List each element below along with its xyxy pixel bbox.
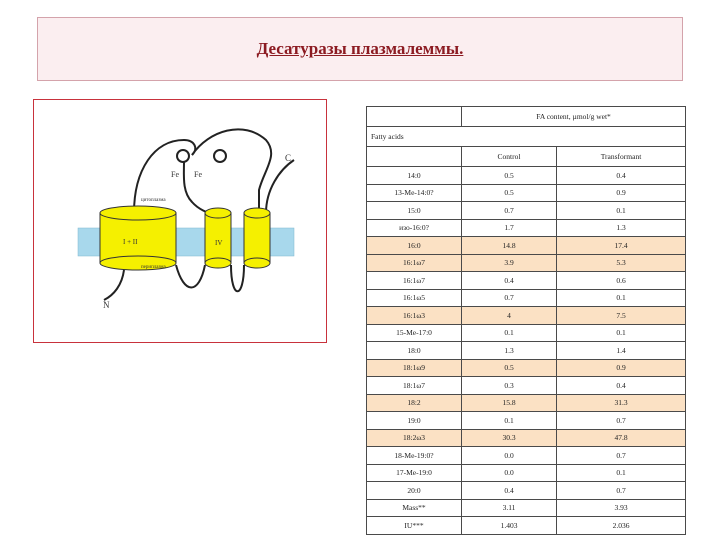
helix-right-b-top (244, 208, 270, 218)
table-row (367, 307, 686, 325)
c-terminus-label: C (285, 153, 292, 163)
cell-transformant: 7.5 (557, 307, 686, 325)
table-row (367, 219, 686, 237)
cell-fatty-acid: 20:0 (367, 482, 462, 500)
cell-transformant: 0.7 (557, 482, 686, 500)
cell-transformant: 0.4 (557, 167, 686, 185)
cell-control: 0.1 (462, 324, 557, 342)
cell-fatty-acid: 18:0 (367, 342, 462, 360)
header-control: Control (462, 147, 557, 167)
cell-fatty-acid: изо-16:0? (367, 219, 462, 237)
cell-fatty-acid: 16:1ω7 (367, 272, 462, 290)
slide-title: Десатуразы плазмалеммы. (256, 39, 464, 58)
cell-control: 4 (462, 307, 557, 325)
cell-fatty-acid: 16:1ω3 (367, 307, 462, 325)
cell-control: 0.0 (462, 447, 557, 465)
fe-label-right: Fe (194, 170, 202, 179)
cell-fatty-acid: 18-Me-19:0? (367, 447, 462, 465)
loop-bottom (231, 265, 244, 291)
table-row (367, 289, 686, 307)
cell-control: 0.7 (462, 289, 557, 307)
cell-fatty-acid: 18:1ω7 (367, 377, 462, 395)
table-row (367, 237, 686, 255)
top-note-label: цитоплазма (141, 198, 166, 203)
bottom-note-label: периплазма (141, 265, 166, 270)
cell-control: 1.3 (462, 342, 557, 360)
cell-control: 15.8 (462, 394, 557, 412)
helix-right-a-bottom (205, 258, 231, 268)
table-row (367, 499, 686, 517)
header-fatty-acids: Fatty acids (367, 127, 686, 147)
cell-control: 1.403 (462, 517, 557, 535)
cell-control: 0.5 (462, 167, 557, 185)
helix-right-b (244, 213, 270, 263)
cell-control: 3.9 (462, 254, 557, 272)
cell-fatty-acid: 15-Me-17:0 (367, 324, 462, 342)
cell-transformant: 1.3 (557, 219, 686, 237)
table-row (367, 429, 686, 447)
fatty-acid-table (366, 106, 686, 535)
cell-control: 0.7 (462, 202, 557, 220)
table-row (367, 202, 686, 220)
loop-top (192, 129, 271, 213)
helix-right-b-bottom (244, 258, 270, 268)
cell-transformant: 0.7 (557, 447, 686, 465)
cell-fatty-acid: 15:0 (367, 202, 462, 220)
cell-transformant: 5.3 (557, 254, 686, 272)
cell-fatty-acid: 16:1ω5 (367, 289, 462, 307)
helix-right-a-top (205, 208, 231, 218)
cell-transformant: 2.036 (557, 517, 686, 535)
header-transformant: Transformant (557, 147, 686, 167)
cell-transformant: 3.93 (557, 499, 686, 517)
table-row (367, 377, 686, 395)
cell-fatty-acid: 13-Me-14:0? (367, 184, 462, 202)
fe-site-right (214, 150, 226, 162)
helix-right-label: IV (215, 239, 223, 247)
n-terminus-tail (104, 270, 124, 300)
cell-control: 0.5 (462, 184, 557, 202)
helix-bundle-left-top (100, 206, 176, 220)
helix-right-a (205, 213, 231, 263)
cell-fatty-acid: 14:0 (367, 167, 462, 185)
fe-label-left: Fe (171, 170, 179, 179)
table-row (367, 359, 686, 377)
header-blank-cell (367, 147, 462, 167)
table-row (367, 324, 686, 342)
cell-fatty-acid: 16:1ω7 (367, 254, 462, 272)
cell-transformant: 0.9 (557, 359, 686, 377)
header-blank-cell (367, 107, 462, 127)
cell-fatty-acid: 16:0 (367, 237, 462, 255)
cell-transformant: 31.3 (557, 394, 686, 412)
cell-control: 0.1 (462, 412, 557, 430)
cell-fatty-acid: 18:1ω9 (367, 359, 462, 377)
cell-transformant: 0.6 (557, 272, 686, 290)
desaturase-diagram (33, 99, 327, 343)
table-row (367, 342, 686, 360)
cell-fatty-acid: 18:2 (367, 394, 462, 412)
cell-control: 14.8 (462, 237, 557, 255)
cell-transformant: 0.1 (557, 464, 686, 482)
cell-control: 0.4 (462, 272, 557, 290)
table-row (367, 412, 686, 430)
cell-transformant: 0.1 (557, 289, 686, 307)
membrane-topology-svg (34, 100, 328, 344)
cell-control: 30.3 (462, 429, 557, 447)
n-terminus-label: N (103, 300, 110, 310)
cell-transformant: 0.7 (557, 412, 686, 430)
cell-transformant: 1.4 (557, 342, 686, 360)
fe-site-left (177, 150, 189, 162)
cell-fatty-acid: 19:0 (367, 412, 462, 430)
table-header-row (367, 107, 686, 127)
cell-control: 0.4 (462, 482, 557, 500)
slide-title-box (37, 17, 683, 81)
cell-transformant: 17.4 (557, 237, 686, 255)
table-row (367, 272, 686, 290)
cell-control: 0.0 (462, 464, 557, 482)
cell-control: 0.3 (462, 377, 557, 395)
table-header-row (367, 147, 686, 167)
cell-control: 3.11 (462, 499, 557, 517)
table-row (367, 464, 686, 482)
table-header-row (367, 127, 686, 147)
cell-transformant: 0.9 (557, 184, 686, 202)
table-row (367, 254, 686, 272)
table-row (367, 184, 686, 202)
cell-transformant: 47.8 (557, 429, 686, 447)
table-row (367, 517, 686, 535)
cell-transformant: 0.1 (557, 324, 686, 342)
loop-c (266, 160, 294, 213)
cell-fatty-acid: 17-Me-19:0 (367, 464, 462, 482)
cell-fatty-acid: Mass** (367, 499, 462, 517)
loop-bottom-left (176, 265, 205, 288)
table-body (367, 167, 686, 535)
helix-left-label: I + II (123, 238, 138, 246)
table-row (367, 482, 686, 500)
cell-control: 0.5 (462, 359, 557, 377)
cell-transformant: 0.1 (557, 202, 686, 220)
table-row (367, 167, 686, 185)
table-row (367, 394, 686, 412)
cell-control: 1.7 (462, 219, 557, 237)
header-fa-content: FA content, µmol/g wet* (462, 107, 686, 127)
cell-transformant: 0.4 (557, 377, 686, 395)
cell-fatty-acid: IU*** (367, 517, 462, 535)
table-row (367, 447, 686, 465)
cell-fatty-acid: 18:2ω3 (367, 429, 462, 447)
